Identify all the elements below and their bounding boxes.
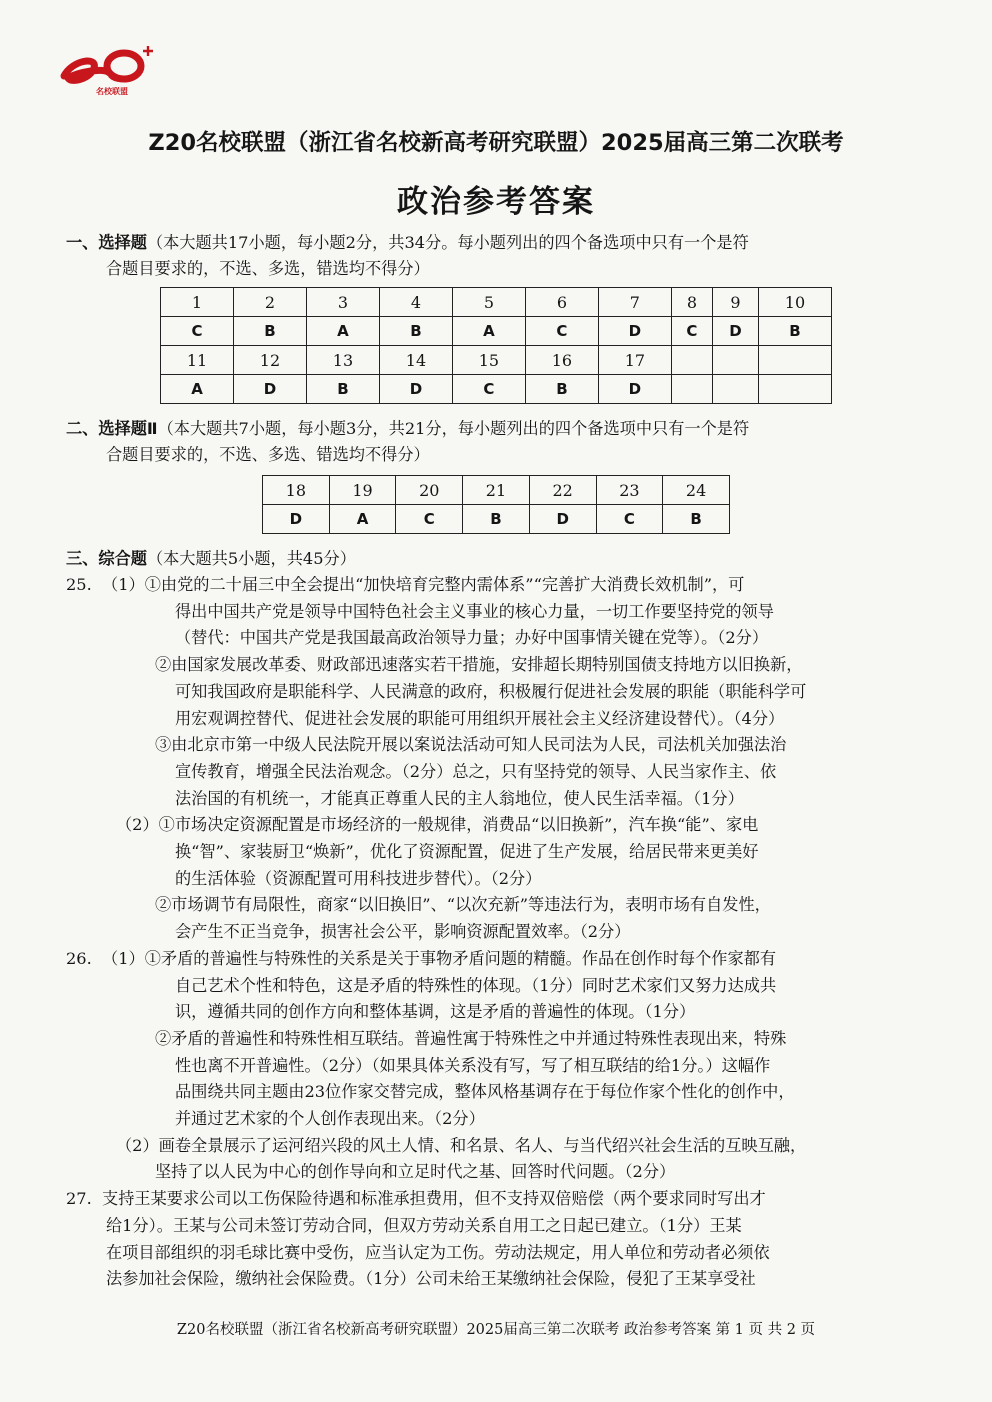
table-cell: D [598, 375, 671, 404]
table-cell: 18 [263, 476, 330, 505]
section1-intro [66, 230, 749, 256]
section1-desc-line1: （本大题共17小题，每小题2分，共34分。每小题列出的四个备选项中只有一个是符 [146, 233, 749, 252]
table-cell: 10 [758, 288, 831, 317]
table-cell: 4 [379, 288, 452, 317]
table-row [161, 346, 832, 375]
answer-line: ②市场调节有局限性，商家“以旧换旧”、“以次充新”等违法行为，表明市场有自发性， [155, 895, 771, 915]
answer-line: 25. （1）①由党的二十届三中全会提出“加快培育完整内需体系”“完善扩大消费长效机制”，可 [66, 575, 745, 594]
answer-line: （替代：中国共产党是我国最高政治领导力量；办好中国事情关键在党等）。（2分） [175, 628, 769, 648]
section2-intro [66, 416, 749, 442]
table-cell: 11 [161, 346, 234, 375]
table-cell: 14 [379, 346, 452, 375]
table-row [263, 505, 730, 534]
table-cell [712, 375, 758, 404]
table-cell: 7 [598, 288, 671, 317]
table-cell: D [529, 505, 596, 534]
table-cell: 12 [233, 346, 306, 375]
answer-line: 用宏观调控替代、促进社会发展的职能可用组织开展社会主义经济建设替代）。（4分） [175, 708, 785, 728]
table-cell: 22 [529, 476, 596, 505]
table-row [161, 317, 832, 346]
answer-line: ②矛盾的普遍性和特殊性相互联结。普遍性寓于特殊性之中并通过特殊性表现出来，特殊 [155, 1028, 787, 1048]
answer-line: 给1分）。王某与公司未签订劳动合同，但双方劳动关系自用工之日起已建立。（1分）王某 [106, 1215, 742, 1235]
answer-line: 法参加社会保险，缴纳社会保险费。（1分）公司未给王某缴纳社会保险，侵犯了王某享受社 [106, 1269, 756, 1289]
table-cell: A [329, 505, 396, 534]
answer-line: 会产生不正当竞争，损害社会公平，影响资源配置效率。（2分） [175, 922, 631, 942]
table-cell [758, 346, 831, 375]
table-cell [671, 375, 712, 404]
table-cell [671, 346, 712, 375]
table-cell: D [712, 317, 758, 346]
table-cell: 2 [233, 288, 306, 317]
table-cell: B [379, 317, 452, 346]
section2-heading: 二、选择题Ⅱ [66, 419, 158, 438]
answer-line: （2）①市场决定资源配置是市场经济的一般规律，消费品“以旧换新”，汽车换“能”、家电 [116, 815, 759, 835]
logo-caption: 名校联盟 [96, 87, 128, 96]
section2-desc-line2: 合题目要求的，不选、多选、错选均不得分） [106, 445, 430, 464]
answer-line: 识，遵循共同的创作方向和整体基调，这是矛盾的普遍性的体现。（1分） [175, 1002, 696, 1022]
section3-heading: 三、综合题 [66, 549, 147, 568]
table-cell: C [161, 317, 234, 346]
answer-line: ②由国家发展改革委、财政部迅速落实若干措施，安排超长期特别国债支持地方以旧换新， [155, 655, 803, 675]
table-cell: 17 [598, 346, 671, 375]
answer-line: ③由北京市第一中级人民法院开展以案说法活动可知人民司法为人民，司法机关加强法治 [155, 735, 787, 755]
table-cell: 19 [329, 476, 396, 505]
section3-intro [66, 546, 356, 572]
answer-line: 在项目部组织的羽毛球比赛中受伤，应当认定为工伤。劳动法规定，用人单位和劳动者必须依 [106, 1242, 770, 1262]
table-cell: 23 [596, 476, 663, 505]
table-cell: 1 [161, 288, 234, 317]
table-cell [758, 375, 831, 404]
section2-answer-table [262, 475, 730, 534]
table-row [161, 375, 832, 404]
section1-desc-line2: 合题目要求的，不选、多选，错选均不得分） [106, 259, 430, 278]
page-footer: Z20名校联盟（浙江省名校新高考研究联盟）2025届高三第二次联考 政治参考答案 第 1 页 共 2 页 [176, 1322, 816, 1338]
table-row [161, 288, 832, 317]
answer-line: 可知我国政府是职能科学、人民满意的政府，积极履行促进社会发展的职能（职能科学可 [175, 681, 807, 701]
table-cell: A [161, 375, 234, 404]
answer-line: 换“智”、家装厨卫“焕新”，优化了资源配置，促进了生产发展，给居民带来更美好 [175, 842, 759, 861]
table-cell: C [525, 317, 598, 346]
table-cell: 13 [306, 346, 379, 375]
answer-line: 并通过艺术家的个人创作表现出来。（2分） [175, 1109, 485, 1128]
section3-desc: （本大题共5小题，共45分） [146, 549, 356, 568]
table-cell: 8 [671, 288, 712, 317]
section1-answer-table [160, 287, 832, 404]
section1-heading: 一、选择题 [66, 233, 147, 252]
table-cell [712, 346, 758, 375]
answer-line: 27. 支持王某要求公司以工伤保险待遇和标准承担费用，但不支持双倍赔偿（两个要求同时写出才 [66, 1189, 766, 1209]
answer-line: 自己艺术个性和特色，这是矛盾的特殊性的体现。（1分）同时艺术家们又努力达成共 [175, 975, 777, 995]
table-cell: C [396, 505, 463, 534]
table-cell: D [379, 375, 452, 404]
table-cell: 15 [452, 346, 525, 375]
table-cell: 16 [525, 346, 598, 375]
table-cell: 24 [663, 476, 730, 505]
table-cell: B [758, 317, 831, 346]
table-cell: 5 [452, 288, 525, 317]
table-cell: B [306, 375, 379, 404]
table-cell: A [452, 317, 525, 346]
answer-line: 26. （1）①矛盾的普遍性与特殊性的关系是关于事物矛盾问题的精髓。作品在创作时每个作家都有 [66, 948, 777, 968]
table-cell: D [263, 505, 330, 534]
answer-line: （2）画卷全景展示了运河绍兴段的风土人情、和名景、名人、与当代绍兴社会生活的互映互融， [116, 1135, 807, 1155]
table-cell: C [596, 505, 663, 534]
table-cell: 21 [463, 476, 530, 505]
answer-line: 的生活体验（资源配置可用科技进步替代）。（2分） [175, 868, 542, 888]
table-cell: B [663, 505, 730, 534]
table-cell: A [306, 317, 379, 346]
table-cell: 9 [712, 288, 758, 317]
exam-title: Z20名校联盟（浙江省名校新高考研究联盟）2025届高三第二次联考 [148, 130, 844, 156]
table-row [263, 476, 730, 505]
answer-line: 性也离不开普遍性。（2分）（如果具体关系没有写，写了相互联结的给1分。）这幅作 [175, 1055, 771, 1075]
answer-line: 得出中国共产党是领导中国特色社会主义事业的核心力量，一切工作要坚持党的领导 [175, 601, 774, 621]
table-cell: D [233, 375, 306, 404]
answer-line: 坚持了以人民为中心的创作导向和立足时代之基、回答时代问题。（2分） [155, 1162, 676, 1182]
table-cell: 6 [525, 288, 598, 317]
table-cell: B [525, 375, 598, 404]
table-cell: 3 [306, 288, 379, 317]
answer-line: 品围绕共同主题由23位作家交替完成，整体风格基调存在于每位作家个性化的创作中， [175, 1082, 795, 1102]
table-cell: D [598, 317, 671, 346]
answer-line: 法治国的有机统一，才能真正尊重人民的主人翁地位，使人民生活幸福。（1分） [175, 788, 744, 808]
table-cell: C [452, 375, 525, 404]
table-cell: C [671, 317, 712, 346]
table-cell: 20 [396, 476, 463, 505]
document-subtitle: 政治参考答案 [397, 184, 595, 220]
section2-desc-line1: （本大题共7小题，每小题3分，共21分，每小题列出的四个备选项中只有一个是符 [157, 419, 750, 438]
table-cell: B [463, 505, 530, 534]
table-cell: B [233, 317, 306, 346]
answer-line: 宣传教育，增强全民法治观念。（2分）总之，只有坚持党的领导、人民当家作主、依 [175, 761, 777, 781]
